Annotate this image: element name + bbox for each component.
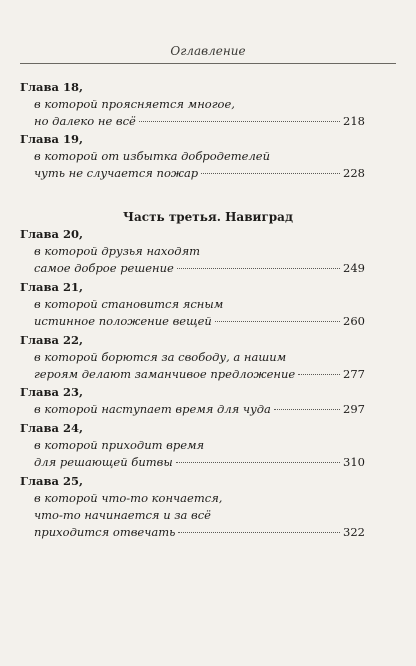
page-number: 249 (343, 261, 365, 275)
description-last-line (34, 524, 365, 541)
chapter-description (20, 437, 365, 471)
description-line: в которой становится ясным (34, 297, 224, 311)
toc-entry (20, 279, 365, 330)
toc-entry (20, 226, 365, 277)
chapter-label: Глава 25, (20, 474, 83, 488)
page-number: 322 (343, 525, 365, 539)
description-line: в которой борются за свободу, а нашим (34, 350, 287, 364)
toc-entry (20, 131, 365, 182)
chapter-label: Глава 21, (20, 280, 83, 294)
description-last-line (34, 113, 365, 130)
dot-leader (274, 409, 340, 410)
description-line: в которой друзья находят (34, 244, 201, 258)
description-text: героям делают заманчивое предложение (34, 367, 296, 381)
chapter-label: Глава 20, (20, 227, 83, 241)
chapter-description (20, 148, 365, 182)
running-head: Оглавление (170, 44, 246, 58)
description-last-line (34, 313, 365, 330)
page-number: 310 (343, 455, 365, 469)
dot-leader (177, 268, 340, 269)
dot-leader (176, 462, 340, 463)
toc-entry (20, 79, 365, 130)
toc-entry (20, 420, 365, 471)
chapter-label: Глава 22, (20, 333, 83, 347)
description-line: в которой приходит время (34, 438, 205, 452)
dot-leader (215, 321, 340, 322)
page-number: 277 (343, 367, 365, 381)
toc-entry (20, 473, 365, 541)
chapter-description (20, 401, 365, 418)
description-last-line (34, 401, 365, 418)
description-text: чуть не случается пожар (34, 166, 199, 180)
toc-entry (20, 384, 365, 418)
page-number: 228 (343, 166, 365, 180)
description-last-line (34, 454, 365, 471)
part-heading: Часть третья. Навиград (123, 210, 293, 224)
description-text: но далеко не всё (34, 114, 136, 128)
header-rule (20, 63, 396, 64)
chapter-description (20, 243, 365, 277)
description-text: самое доброе решение (34, 261, 174, 275)
page-number: 260 (343, 314, 365, 328)
description-line: что-то начинается и за всё (34, 508, 211, 522)
chapter-description (20, 96, 365, 130)
description-line: в которой что-то кончается, (34, 491, 223, 505)
dot-leader (139, 121, 340, 122)
description-text: приходится отвечать (34, 525, 176, 539)
dot-leader (298, 374, 340, 375)
dot-leader (201, 173, 340, 174)
description-text: истинное положение вещей (34, 314, 212, 328)
dot-leader (178, 532, 340, 533)
chapter-label: Глава 23, (20, 385, 83, 399)
description-text: для решающей битвы (34, 455, 173, 469)
chapter-label: Глава 19, (20, 132, 83, 146)
description-last-line (34, 366, 365, 383)
description-line: в которой проясняется многое, (34, 97, 235, 111)
chapter-description (20, 490, 365, 541)
description-line: в которой от избытка добродетелей (34, 149, 271, 163)
chapter-description (20, 296, 365, 330)
toc-entry (20, 332, 365, 383)
page-number: 218 (343, 114, 365, 128)
chapter-label: Глава 18, (20, 80, 83, 94)
chapter-label: Глава 24, (20, 421, 83, 435)
description-last-line (34, 260, 365, 277)
page-number: 297 (343, 402, 365, 416)
chapter-description (20, 349, 365, 383)
description-last-line (34, 165, 365, 182)
description-text: в которой наступает время для чуда (34, 402, 271, 416)
